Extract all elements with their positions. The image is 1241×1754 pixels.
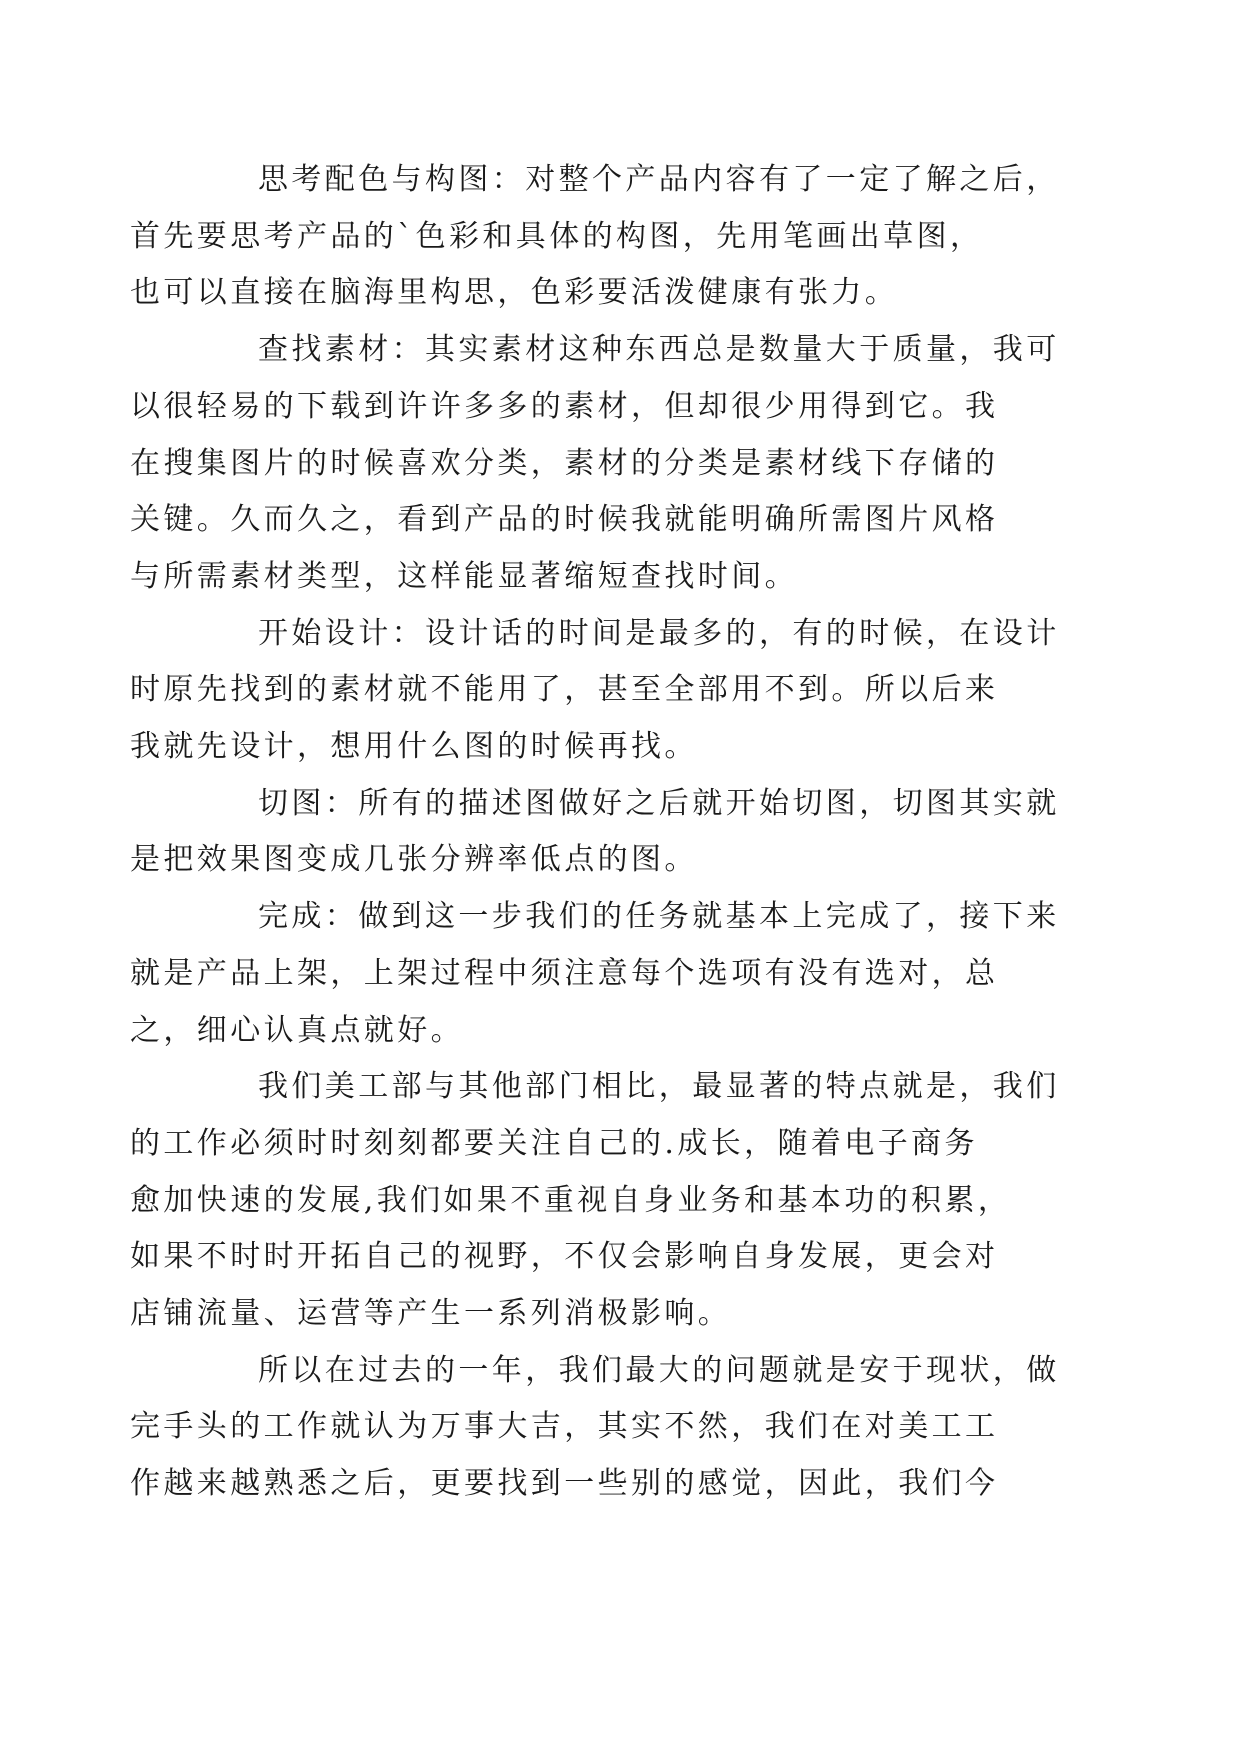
text-line: 我就先设计，想用什么图的时候再找。 (130, 729, 698, 765)
paragraph-start-design (130, 606, 1060, 776)
text-line: 作越来越熟悉之后，更要找到一些别的感觉，因此，我们今 (130, 1466, 999, 1502)
text-line: 关键。久而久之，看到产品的时候我就能明确所需图片风格 (130, 502, 999, 538)
text-line: 在搜集图片的时候喜欢分类，素材的分类是素材线下存储的 (130, 445, 999, 481)
text-line: 首先要思考产品的`色彩和具体的构图，先用笔画出草图， (130, 218, 984, 254)
paragraph-past-year (130, 1343, 1060, 1513)
document-body (130, 152, 1060, 1513)
text-line: 是把效果图变成几张分辨率低点的图。 (130, 842, 698, 878)
paragraph-art-department (130, 1059, 1060, 1343)
text-line: 开始设计：设计话的时间是最多的，有的时候，在设计 (258, 615, 1060, 651)
text-line: 也可以直接在脑海里构思，色彩要活泼健康有张力。 (130, 275, 899, 311)
text-line: 切图：所有的描述图做好之后就开始切图，切图其实就 (258, 785, 1060, 821)
text-line: 之，细心认真点就好。 (130, 1012, 464, 1048)
text-line: 如果不时时开拓自己的视野，不仅会影响自身发展，更会对 (130, 1239, 999, 1275)
text-line: 就是产品上架，上架过程中须注意每个选项有没有选对，总 (130, 955, 999, 991)
text-line: 完手头的工作就认为万事大吉，其实不然，我们在对美工工 (130, 1409, 999, 1445)
paragraph-complete (130, 889, 1060, 1059)
paragraph-color-composition (130, 152, 1060, 322)
paragraph-find-materials (130, 322, 1060, 606)
text-line: 完成：做到这一步我们的任务就基本上完成了，接下来 (258, 899, 1060, 935)
text-line: 店铺流量、运营等产生一系列消极影响。 (130, 1296, 732, 1332)
text-line: 的工作必须时时刻刻都要关注自己的.成长，随着电子商务 (130, 1125, 978, 1161)
text-line: 我们美工部与其他部门相比，最显著的特点就是，我们 (258, 1069, 1060, 1105)
text-line: 思考配色与构图：对整个产品内容有了一定了解之后， (258, 162, 1060, 197)
text-line: 以很轻易的下载到许许多多的素材，但却很少用得到它。我 (130, 388, 999, 424)
text-line: 与所需素材类型，这样能显著缩短查找时间。 (130, 558, 798, 594)
text-line: 愈加快速的发展,我们如果不重视自身业务和基本功的积累， (130, 1182, 1012, 1218)
paragraph-slicing (130, 776, 1060, 889)
text-line: 查找素材：其实素材这种东西总是数量大于质量，我可 (258, 332, 1060, 368)
text-line: 所以在过去的一年，我们最大的问题就是安于现状，做 (258, 1352, 1060, 1388)
text-line: 时原先找到的素材就不能用了，甚至全部用不到。所以后来 (130, 672, 999, 708)
